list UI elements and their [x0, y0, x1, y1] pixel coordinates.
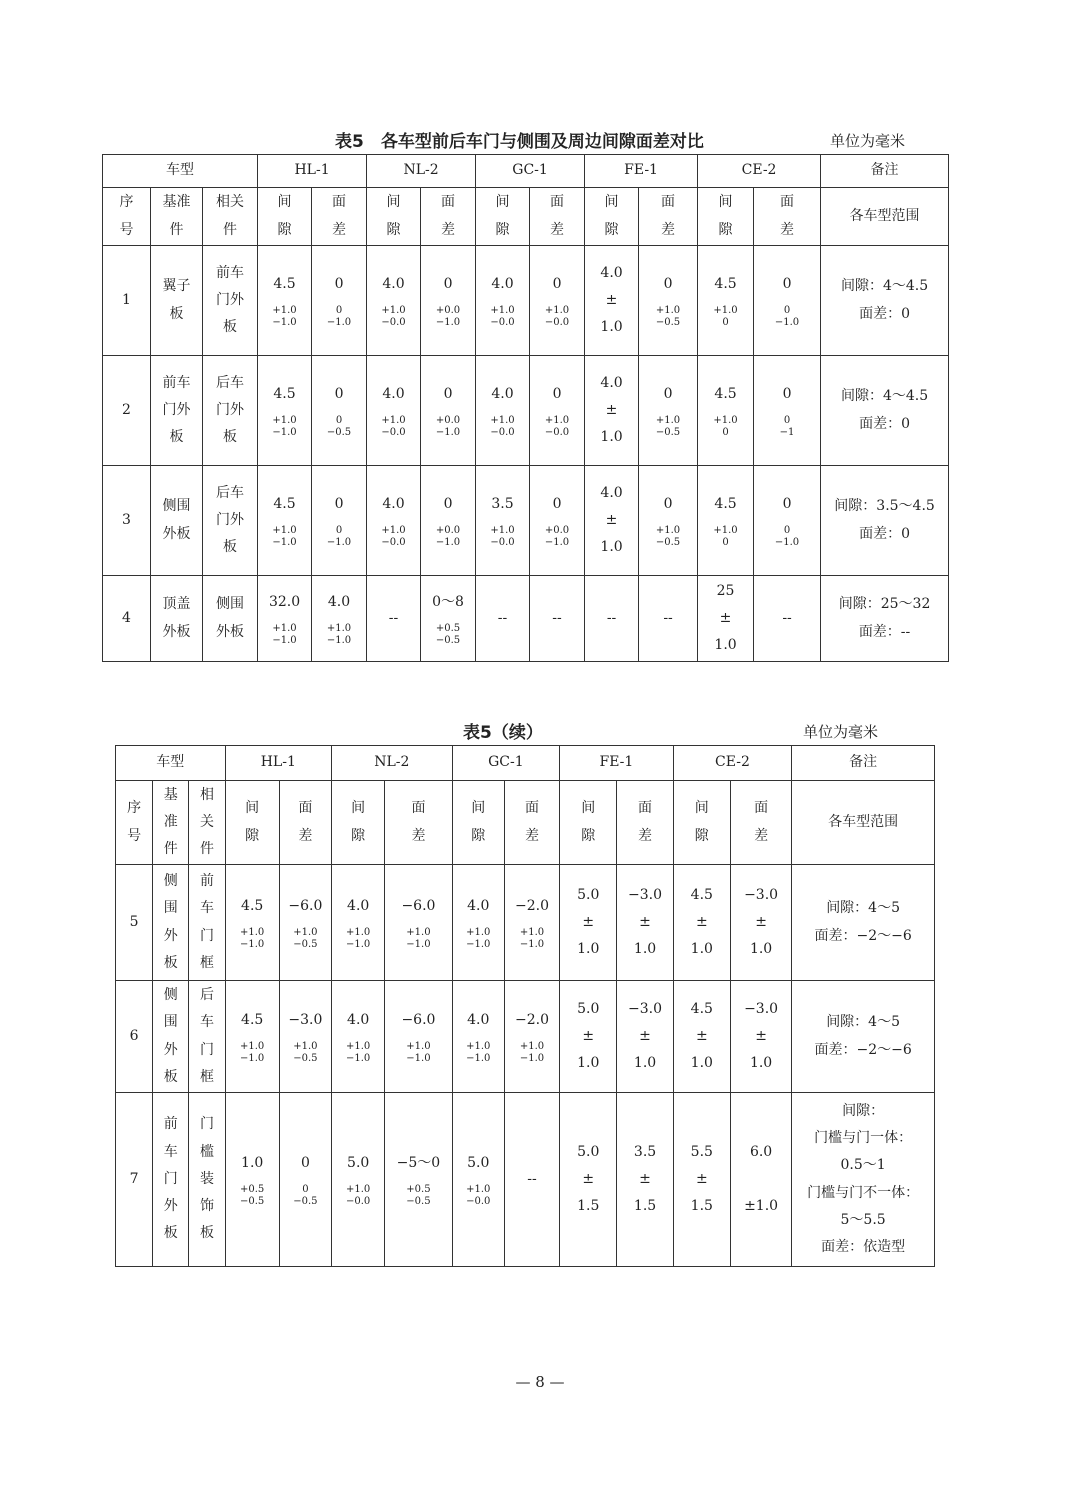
tolerance: +1.0 −0.0 [466, 1183, 491, 1208]
value-cell [421, 466, 476, 576]
seq-cell: 7 [116, 1093, 153, 1267]
value-cell [279, 981, 331, 1093]
value-cell [452, 1093, 504, 1267]
model-header: NL-2 [367, 155, 476, 188]
note-cell: 间隙：4～4.5 面差：0 [821, 356, 949, 466]
tolerance: +0.0 −1.0 [435, 524, 461, 549]
value-cell [385, 981, 452, 1093]
related-cell: 后车 门外 板 [203, 466, 258, 576]
tolerance: 0 −1 [779, 414, 795, 439]
value: 5.0 ± 1.0 [577, 1000, 600, 1072]
base-cell: 前 车 门 外 板 [153, 1093, 189, 1267]
header-row [116, 746, 935, 781]
page-number: — 8 — [515, 1373, 565, 1391]
gap-header: 间 隙 [225, 781, 279, 865]
value: −3.0 ± 1.0 [744, 886, 779, 958]
value: 0 [782, 386, 792, 403]
tolerance: 0 −0.5 [326, 414, 352, 439]
value-cell [617, 981, 673, 1093]
tolerance: +1.0 −1.0 [240, 1040, 265, 1065]
value: 4.0 [491, 276, 514, 293]
value-cell [421, 356, 476, 466]
tolerance: +1.0 −0.0 [490, 304, 515, 329]
value: 4.0 [382, 496, 405, 513]
seq-header: 序 号 [116, 781, 153, 865]
value: 4.5 [714, 276, 737, 293]
value-cell [530, 576, 585, 662]
value-cell [279, 1093, 331, 1267]
base-cell: 侧 围 外 板 [153, 981, 189, 1093]
seq-cell: 4 [103, 576, 151, 662]
tolerance: 0 −1.0 [326, 524, 352, 549]
value-cell [504, 1093, 559, 1267]
value: 4.0 [467, 898, 490, 915]
tolerance: +0.0 −1.0 [544, 524, 570, 549]
vehicle-header: 车型 [103, 155, 258, 188]
value-cell [385, 865, 452, 981]
gap-header: 间 隙 [560, 781, 617, 865]
value: -- [663, 609, 673, 626]
note-header: 备注 [821, 155, 949, 188]
value-cell [421, 576, 476, 662]
value: 1.0 [241, 1155, 264, 1172]
value: -- [527, 1170, 537, 1187]
tolerance: +0.5 −0.5 [240, 1183, 265, 1208]
tolerance: +1.0 −1.0 [406, 926, 431, 951]
value: 0 [334, 496, 344, 513]
model-header: CE-2 [673, 746, 792, 781]
value: 4.0 [347, 1012, 370, 1029]
table2-unit: 单位为毫米 [803, 723, 879, 741]
tolerance: +1.0 −0.0 [544, 414, 570, 439]
value: 4.5 ± 1.0 [690, 886, 713, 958]
value-cell [639, 576, 698, 662]
value: 5.5 ± 1.5 [690, 1143, 713, 1215]
model-header: GC-1 [452, 746, 560, 781]
related-header: 相关 件 [203, 188, 258, 246]
value-cell [225, 981, 279, 1093]
value: 4.0 [382, 386, 405, 403]
value-cell [585, 466, 639, 576]
value-cell [560, 981, 617, 1093]
value-cell [258, 576, 312, 662]
value-cell [476, 576, 530, 662]
tolerance: 0 −1.0 [774, 304, 800, 329]
value-cell [754, 246, 821, 356]
value-cell [698, 576, 754, 662]
vehicle-header: 车型 [116, 746, 226, 781]
value-cell [639, 466, 698, 576]
value: 0 [782, 276, 792, 293]
value: 5.0 ± 1.5 [577, 1143, 600, 1215]
value: 0 [443, 496, 453, 513]
table-row [116, 981, 935, 1093]
value-cell [225, 1093, 279, 1267]
value: 4.5 [714, 496, 737, 513]
value-cell [367, 576, 421, 662]
model-header: FE-1 [585, 155, 698, 188]
tolerance: 0 −1.0 [326, 304, 352, 329]
value-cell [504, 865, 559, 981]
related-cell: 后车 门外 板 [203, 356, 258, 466]
value-cell [332, 1093, 385, 1267]
value-cell [754, 466, 821, 576]
value-cell [312, 246, 367, 356]
table2-unit-wrap [803, 721, 878, 742]
value: 0 [552, 276, 562, 293]
value-cell [730, 865, 791, 981]
model-header: HL-1 [225, 746, 332, 781]
value-cell [332, 865, 385, 981]
value: 25 ± 1.0 [714, 582, 737, 654]
value-cell [504, 981, 559, 1093]
value-cell [560, 1093, 617, 1267]
value-cell [585, 576, 639, 662]
note-cell: 间隙：3.5～4.5 面差：0 [821, 466, 949, 576]
seq-cell: 5 [116, 865, 153, 981]
value-cell [673, 981, 730, 1093]
tolerance: +1.0 −0.5 [293, 926, 318, 951]
seq-header: 序 号 [103, 188, 151, 246]
tolerance: +1.0 −0.5 [655, 524, 681, 549]
value-cell [560, 865, 617, 981]
tolerance: +1.0 −1.0 [519, 926, 545, 951]
value: −3.0 ± 1.0 [628, 886, 663, 958]
value: 6.0 ±1.0 [744, 1143, 779, 1215]
tolerance: +1.0 −1.0 [466, 926, 491, 951]
value-cell [639, 246, 698, 356]
value: 4.5 [714, 386, 737, 403]
value: 5.0 [467, 1155, 490, 1172]
value: 0 [663, 276, 673, 293]
note-header: 备注 [792, 746, 935, 781]
tolerance: 0 −0.5 [293, 1183, 318, 1208]
tolerance: +1.0 −0.0 [346, 1183, 371, 1208]
value-cell [279, 865, 331, 981]
value: -- [497, 609, 508, 626]
value-cell [312, 466, 367, 576]
note-cell: 间隙：4～5 面差：−2～−6 [792, 865, 935, 981]
value-cell [332, 981, 385, 1093]
value-cell [476, 466, 530, 576]
value: 4.5 [273, 276, 296, 293]
value-cell [754, 356, 821, 466]
value: 4.0 [327, 594, 351, 611]
value: 4.0 [491, 386, 514, 403]
value-cell [673, 1093, 730, 1267]
value: 4.5 ± 1.0 [690, 1000, 713, 1072]
value: −2.0 [515, 898, 549, 915]
tolerance: +1.0 −1.0 [240, 926, 265, 951]
range-header: 各车型范围 [792, 781, 935, 865]
value-cell [530, 466, 585, 576]
tolerance: +1.0 −0.0 [381, 524, 406, 549]
value-cell [617, 865, 673, 981]
flush-header: 面 差 [617, 781, 673, 865]
value-cell [698, 466, 754, 576]
tolerance: +1.0 0 [713, 304, 738, 329]
value: 32.0 [268, 594, 301, 611]
value-cell [673, 865, 730, 981]
flush-header: 面 差 [312, 188, 367, 246]
value: 0 [552, 386, 562, 403]
tolerance: +1.0 −0.0 [490, 524, 515, 549]
note-cell: 间隙：25～32 面差：-- [821, 576, 949, 662]
tolerance: +1.0 −1.0 [326, 622, 352, 647]
flush-header: 面 差 [754, 188, 821, 246]
value: 0 [663, 496, 673, 513]
base-cell: 顶盖 外板 [151, 576, 203, 662]
tolerance: +0.0 −1.0 [435, 414, 461, 439]
flush-header: 面 差 [730, 781, 791, 865]
value-cell [421, 246, 476, 356]
model-header: FE-1 [560, 746, 674, 781]
value: 3.5 ± 1.5 [633, 1143, 657, 1215]
tolerance: +0.5 −0.5 [406, 1183, 431, 1208]
tolerance: +1.0 −1.0 [346, 1040, 371, 1065]
gap-header: 间 隙 [585, 188, 639, 246]
value: -- [606, 609, 617, 626]
flush-header: 面 差 [279, 781, 331, 865]
table2-caption [463, 718, 543, 743]
related-cell: 门 槛 装 饰 板 [189, 1093, 225, 1267]
value: 4.5 [241, 1012, 264, 1029]
tolerance: 0 −1.0 [774, 524, 800, 549]
table1 [102, 154, 949, 662]
value-cell [258, 246, 312, 356]
related-cell: 前车 门外 板 [203, 246, 258, 356]
base-cell: 翼子 板 [151, 246, 203, 356]
value-cell [585, 246, 639, 356]
base-cell: 侧 围 外 板 [153, 865, 189, 981]
value: -- [552, 609, 562, 626]
seq-cell: 2 [103, 356, 151, 466]
value: 3.5 [491, 496, 514, 513]
tolerance: +1.0 −1.0 [346, 926, 371, 951]
flush-header: 面 差 [530, 188, 585, 246]
value: 4.0 ± 1.0 [600, 264, 623, 336]
related-header: 相 关 件 [189, 781, 225, 865]
value: 4.5 [273, 386, 296, 403]
value: 0 [663, 386, 673, 403]
model-header: NL-2 [332, 746, 453, 781]
gap-header: 间 隙 [452, 781, 504, 865]
gap-header: 间 隙 [476, 188, 530, 246]
value-cell [698, 356, 754, 466]
value-cell [312, 356, 367, 466]
tolerance: +0.5 −0.5 [435, 622, 461, 647]
base-cell: 侧围 外板 [151, 466, 203, 576]
related-cell: 后 车 门 框 [189, 981, 225, 1093]
value-cell [367, 466, 421, 576]
tolerance: +1.0 −1.0 [272, 622, 297, 647]
gap-header: 间 隙 [673, 781, 730, 865]
value: 0～8 [432, 594, 464, 611]
note-cell: 间隙：4～5 面差：−2～−6 [792, 981, 935, 1093]
value: −5～0 [396, 1155, 441, 1172]
value-cell [258, 356, 312, 466]
value: −6.0 [401, 1012, 436, 1029]
value-cell [476, 356, 530, 466]
seq-cell: 6 [116, 981, 153, 1093]
value: 5.0 ± 1.0 [577, 886, 600, 958]
tolerance: +1.0 −0.0 [381, 414, 406, 439]
value: −6.0 [401, 898, 436, 915]
table2-title: 表5（续） [463, 723, 543, 743]
base-cell: 前车 门外 板 [151, 356, 203, 466]
tolerance: +1.0 −1.0 [272, 414, 297, 439]
value: 0 [552, 496, 562, 513]
value-cell [225, 865, 279, 981]
tolerance: +1.0 −1.0 [466, 1040, 491, 1065]
table1-title: 表5 各车型前后车门与侧围及周边间隙面差对比 [335, 132, 704, 152]
tolerance: +0.0 −1.0 [435, 304, 461, 329]
table-row [103, 356, 949, 466]
value-cell [367, 356, 421, 466]
value-cell [258, 466, 312, 576]
flush-header: 面 差 [639, 188, 698, 246]
tolerance: +1.0 −1.0 [406, 1040, 431, 1065]
value: -- [388, 609, 399, 626]
value: 4.0 [467, 1012, 490, 1029]
model-header: HL-1 [258, 155, 367, 188]
value-cell [698, 246, 754, 356]
value: 0 [443, 276, 453, 293]
flush-header: 面 差 [421, 188, 476, 246]
value: 4.0 [382, 276, 405, 293]
value-cell [730, 1093, 791, 1267]
table-row [103, 246, 949, 356]
value-cell [585, 356, 639, 466]
tolerance: +1.0 0 [713, 414, 738, 439]
seq-cell: 1 [103, 246, 151, 356]
note-cell: 间隙：4～4.5 面差：0 [821, 246, 949, 356]
value: 0 [782, 496, 792, 513]
seq-cell: 3 [103, 466, 151, 576]
table1-caption [335, 127, 704, 152]
flush-header: 面 差 [504, 781, 559, 865]
table1-unit-wrap [830, 130, 905, 151]
tolerance: +1.0 −0.0 [381, 304, 406, 329]
value: 0 [443, 386, 453, 403]
value: 0 [334, 386, 344, 403]
value: −3.0 ± 1.0 [744, 1000, 779, 1072]
value: −3.0 ± 1.0 [628, 1000, 663, 1072]
value: 0 [334, 276, 344, 293]
value-cell [730, 981, 791, 1093]
flush-header: 面 差 [385, 781, 452, 865]
table1-unit: 单位为毫米 [830, 132, 906, 150]
value-cell [452, 981, 504, 1093]
base-header: 基 准 件 [153, 781, 189, 865]
subheader-row [116, 781, 935, 865]
value: -- [782, 609, 792, 626]
value-cell [312, 576, 367, 662]
value-cell [452, 865, 504, 981]
value: 4.5 [241, 898, 264, 915]
value-cell [639, 356, 698, 466]
gap-header: 间 隙 [332, 781, 385, 865]
value-cell [754, 576, 821, 662]
related-cell: 侧围 外板 [203, 576, 258, 662]
value: −3.0 [288, 1012, 323, 1029]
table-row [103, 466, 949, 576]
range-header: 各车型范围 [821, 188, 949, 246]
value-cell [530, 356, 585, 466]
value-cell [617, 1093, 673, 1267]
subheader-row [103, 188, 949, 246]
base-header: 基准 件 [151, 188, 203, 246]
value: 0 [300, 1155, 310, 1172]
tolerance: +1.0 −0.5 [293, 1040, 318, 1065]
value: 4.0 [347, 898, 370, 915]
table-row [116, 1093, 935, 1267]
value: 4.0 ± 1.0 [600, 484, 623, 556]
gap-header: 间 隙 [698, 188, 754, 246]
model-header: CE-2 [698, 155, 821, 188]
note-cell: 间隙： 门槛与门一体： 0.5～1 门槛与门不一体： 5～5.5 面差：依造型 [792, 1093, 935, 1267]
table-row [103, 576, 949, 662]
tolerance: +1.0 −0.0 [544, 304, 570, 329]
tolerance: +1.0 −1.0 [519, 1040, 545, 1065]
value-cell [367, 246, 421, 356]
value: 5.0 [347, 1155, 370, 1172]
value-cell [476, 246, 530, 356]
value: −6.0 [288, 898, 323, 915]
tolerance: +1.0 −0.0 [490, 414, 515, 439]
tolerance: +1.0 0 [713, 524, 738, 549]
value: 4.0 ± 1.0 [600, 374, 623, 446]
value-cell [385, 1093, 452, 1267]
header-row [103, 155, 949, 188]
value: −2.0 [515, 1012, 549, 1029]
tolerance: +1.0 −0.5 [655, 414, 681, 439]
table-row [116, 865, 935, 981]
tolerance: +1.0 −1.0 [272, 304, 297, 329]
tolerance: +1.0 −1.0 [272, 524, 297, 549]
related-cell: 前 车 门 框 [189, 865, 225, 981]
table2 [115, 745, 935, 1267]
tolerance: +1.0 −0.5 [655, 304, 681, 329]
gap-header: 间 隙 [367, 188, 421, 246]
value-cell [530, 246, 585, 356]
model-header: GC-1 [476, 155, 585, 188]
gap-header: 间 隙 [258, 188, 312, 246]
value: 4.5 [273, 496, 296, 513]
